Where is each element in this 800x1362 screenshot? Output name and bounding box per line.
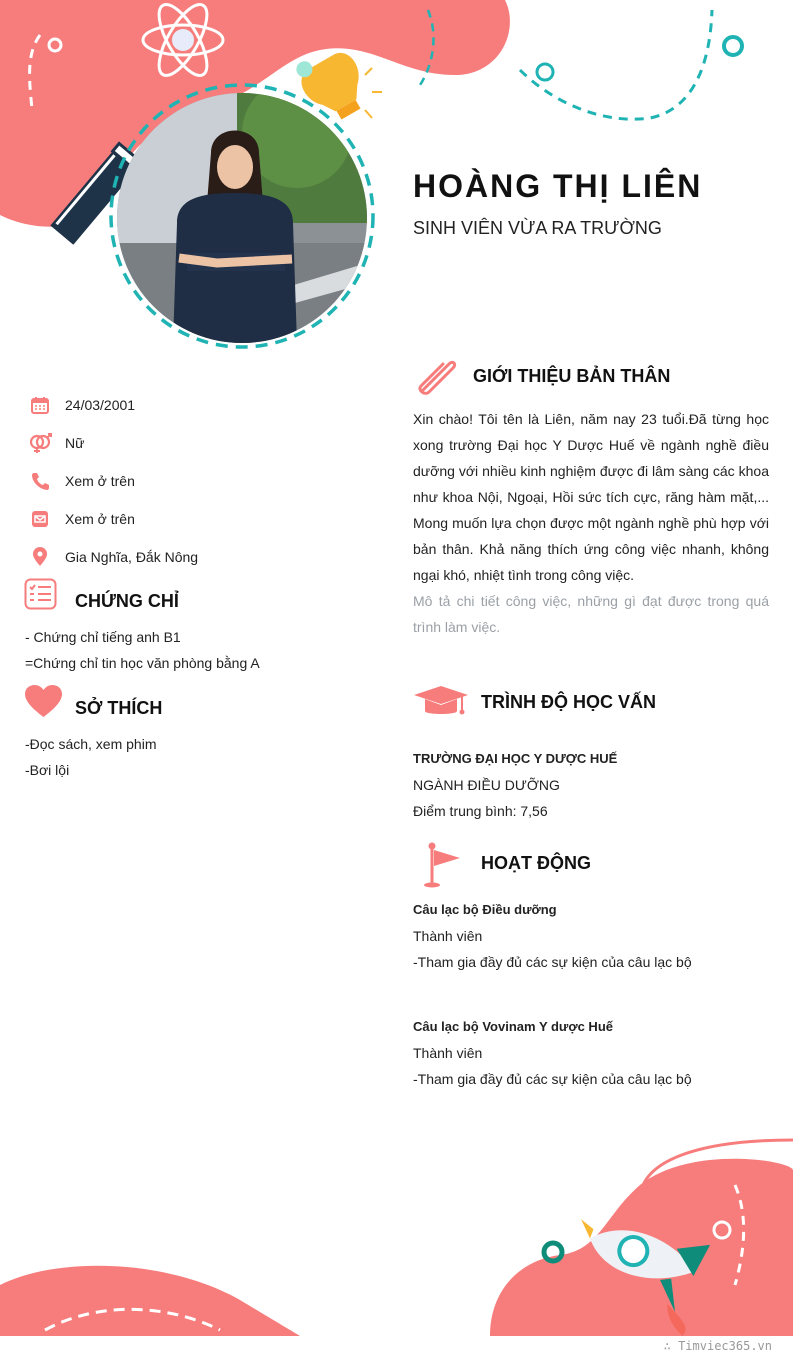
activity-desc: -Tham gia đầy đủ các sự kiện của câu lạc bộ [413,1071,692,1087]
certificate-item: =Chứng chỉ tin học văn phòng bằng A [25,655,260,671]
email-icon [28,507,52,531]
contact-email [28,500,368,538]
watermark: ∴ Timviec365.vn [663,1339,772,1353]
education-school: TRƯỜNG ĐẠI HỌC Y DƯỢC HUẾ [413,751,618,766]
activity-org: Câu lạc bộ Điều dưỡng [413,902,557,917]
candidate-role: SINH VIÊN VỪA RA TRƯỜNG [413,218,662,238]
activity-desc: -Tham gia đầy đủ các sự kiện của câu lạc bộ [413,954,692,970]
checklist-icon [24,578,57,615]
candidate-name: HOÀNG THỊ LIÊN [413,168,703,204]
contact-text: Xem ở trên [65,511,135,527]
hobbies-title: SỞ THÍCH [75,698,163,718]
education-gpa: Điểm trung bình: 7,56 [413,803,548,819]
profile-photo [117,93,367,343]
activities-title: HOẠT ĐỘNG [481,853,591,873]
about-title: GIỚI THIỆU BẢN THÂN [473,366,671,386]
hobby-item: -Bơi lội [25,762,70,778]
activity-position: Thành viên [413,928,483,944]
education-major: NGÀNH ĐIỀU DƯỠNG [413,777,560,793]
contact-text: 24/03/2001 [65,397,136,413]
activity-item [413,1014,692,1092]
contact-text: Nữ [65,435,85,451]
certificates-title: CHỨNG CHỈ [75,591,179,611]
phone-icon [28,469,52,493]
hobby-item: -Đọc sách, xem phim [25,736,157,752]
certificate-item: - Chứng chỉ tiếng anh B1 [25,629,181,645]
flag-icon [420,842,462,893]
location-pin-icon [28,545,52,569]
contact-birthdate [28,386,368,424]
calendar-icon [28,393,52,417]
contact-list [28,386,368,576]
activity-item [413,897,692,975]
paperclip-icon [415,354,460,401]
contact-address [28,538,368,576]
about-hint: Mô tả chi tiết công việc, những gì đạt được trong quá trình làm việc. [413,593,769,635]
gender-icon [28,431,52,455]
education-title: TRÌNH ĐỘ HỌC VẤN [481,692,656,712]
education-block [413,746,617,824]
contact-text: Xem ở trên [65,473,135,489]
activity-org: Câu lạc bộ Vovinam Y dược Huế [413,1019,613,1034]
activity-position: Thành viên [413,1045,483,1061]
contact-phone [28,462,368,500]
graduation-cap-icon [414,684,469,725]
about-text: Xin chào! Tôi tên là Liên, năm nay 23 tuổi.Đã từng học xong trường Đại học Y Dược Huế về ngành nghề điều dưỡng với nhiều kinh nghiệm được đi lâm sàng các khoa như khoa Nội, Ngoại, Hồi sức tích cực, răng hàm mặt,... Mong muốn lựa chọn được một ngành nghề phù hợp với bản thân. Khả năng thích ứng công việc nhanh, không ngại khó, nhiệt tình trong công việc. [413,411,769,583]
contact-text: Gia Nghĩa, Đắk Nông [65,549,199,565]
contact-gender [28,424,368,462]
heart-icon [25,685,62,723]
